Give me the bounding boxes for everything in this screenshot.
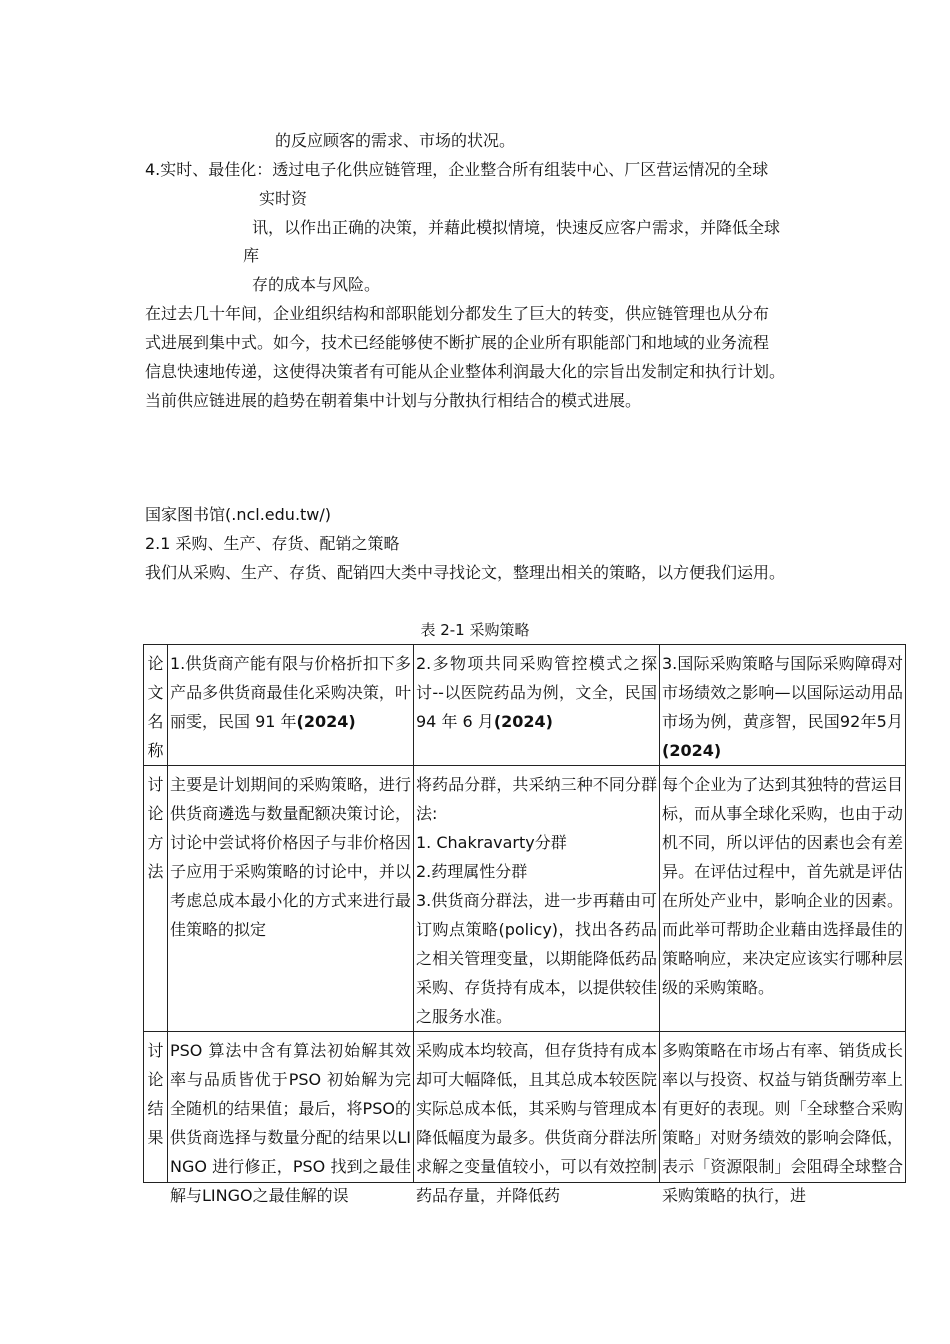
table-row-result: [144, 1032, 906, 1183]
table-row-title: [144, 645, 906, 766]
list-item-4-line-1: 4.实时、最佳化：透过电子化供应链管理，企业整合所有组装中心、厂区营运情况的全球: [145, 160, 769, 179]
paper-1-result-text: PSO 算法中含有算法初始解其效率与品质皆优于PSO 初始解为完全随机的结果值；最后，将PSO的供货商选择与数量分配的结果以LINGO 进行修正，PSO 找到之最佳解与LINGO之最佳解的误: [170, 1041, 411, 1205]
paragraph-line-3: 信息快速地传递，这使得决策者有可能从企业整体利润最大化的宗旨出发制定和执行计划。: [145, 362, 786, 381]
paper-3-method: 每个企业为了达到其独特的营运目标，而从事全球化采购，也由于动机不同，所以评估的因素也会有差异。在评估过程中，首先就是评估在所处产业中，影响企业的因素。而此举可帮助企业藉由选择最佳的策略响应，来决定应该实行哪种层级的采购策略。: [660, 766, 906, 1032]
paper-2-method: 将药品分群，共采纳三种不同分群法: 1. Chakravarty分群 2.药理属性分群 3.供货商分群法，进一步再藉由可订购点策略(policy)，找出各药品之相关管理变量，以期能降低药品采购、存货持有成本，以提供较佳之服务水准。: [414, 766, 660, 1032]
row-header-result-text: 讨论结果: [147, 1041, 164, 1147]
paper-2-title: [414, 645, 660, 766]
table-caption: [0, 620, 950, 640]
paper-2-title-text: 2.多物项共同采购管控模式之探讨--以医院药品为例，文全，民国 94 年 6 月: [416, 654, 657, 731]
paper-3-result: [660, 1032, 906, 1205]
paper-1-title-text: 1.供货商产能有限与价格折扣下多产品多供货商最佳化采购决策，叶丽雯，民国 91 年: [170, 654, 411, 731]
paper-2-title-year: (2024): [493, 712, 553, 731]
paragraph-line-4: 当前供应链进展的趋势在朝着集中计划与分散执行相结合的模式进展。: [145, 391, 642, 410]
paper-2-result-text: 采购成本均较高，但存货持有成本却可大幅降低，且其总成本较医院实际总成本低，其采购与管理成本降低幅度为最多。供货商分群法所求解之变量值较小，可以有效控制药品存量，并降低药: [416, 1041, 657, 1205]
table-caption-number: 表 2-1: [420, 621, 465, 639]
row-header-method: 讨论方法: [144, 766, 168, 1032]
table-row-method: [144, 766, 906, 1032]
list-item-4-line-4: 库: [243, 246, 260, 265]
list-item-4-line-2: 实时资: [259, 189, 308, 208]
paper-1-result: [168, 1032, 414, 1205]
strategy-table: [143, 644, 906, 1205]
paper-1-title: [168, 645, 414, 766]
row-header-title: 论文名称: [144, 645, 168, 766]
paper-2-result: [414, 1032, 660, 1205]
source-line: 国家图书馆(.ncl.edu.tw/): [145, 505, 332, 524]
paper-1-title-year: (2024): [296, 712, 356, 731]
paper-3-title: [660, 645, 906, 766]
section-heading: 2.1 采购、生产、存货、配销之策略: [145, 534, 400, 553]
paper-3-title-year: (2024): [662, 741, 722, 760]
paragraph-line-2: 式进展到集中式。如今，技术已经能够使不断扩展的企业所有职能部门和地域的业务流程: [145, 333, 770, 352]
paper-3-title-text: 3.国际采购策略与国际采购障碍对市场绩效之影响—以国际运动用品市场为例，黄彦智，民国92年5月: [662, 654, 903, 731]
paper-1-method: 主要是计划期间的采购策略，进行供货商遴选与数量配额决策讨论，讨论中尝试将价格因子与非价格因子应用于采购策略的讨论中，并以考虑总成本最小化的方式来进行最佳策略的拟定: [168, 766, 414, 1032]
list-item-4-line-3: 讯，以作出正确的决策，并藉此模拟情境，快速反应客户需求，并降低全球: [252, 218, 781, 237]
paper-3-result-text: 多购策略在市场占有率、销货成长率以与投资、权益与销货酬劳率上有更好的表现。则「全球整合采购策略」对财务绩效的影响会降低，表示「资源限制」会阻碍全球整合采购策略的执行，进: [662, 1041, 903, 1205]
table-caption-title: 采购策略: [469, 621, 530, 639]
list-item-4-line-5: 存的成本与风险。: [252, 275, 381, 294]
list-item-3-tail: 的反应顾客的需求、市场的状况。: [275, 131, 516, 150]
intro-line: 我们从采购、生产、存货、配销四大类中寻找论文，整理出相关的策略，以方便我们运用。: [145, 563, 786, 582]
paragraph-line-1: 在过去几十年间，企业组织结构和部职能划分都发生了巨大的转变，供应链管理也从分布: [145, 304, 770, 323]
row-header-result: [144, 1032, 168, 1183]
